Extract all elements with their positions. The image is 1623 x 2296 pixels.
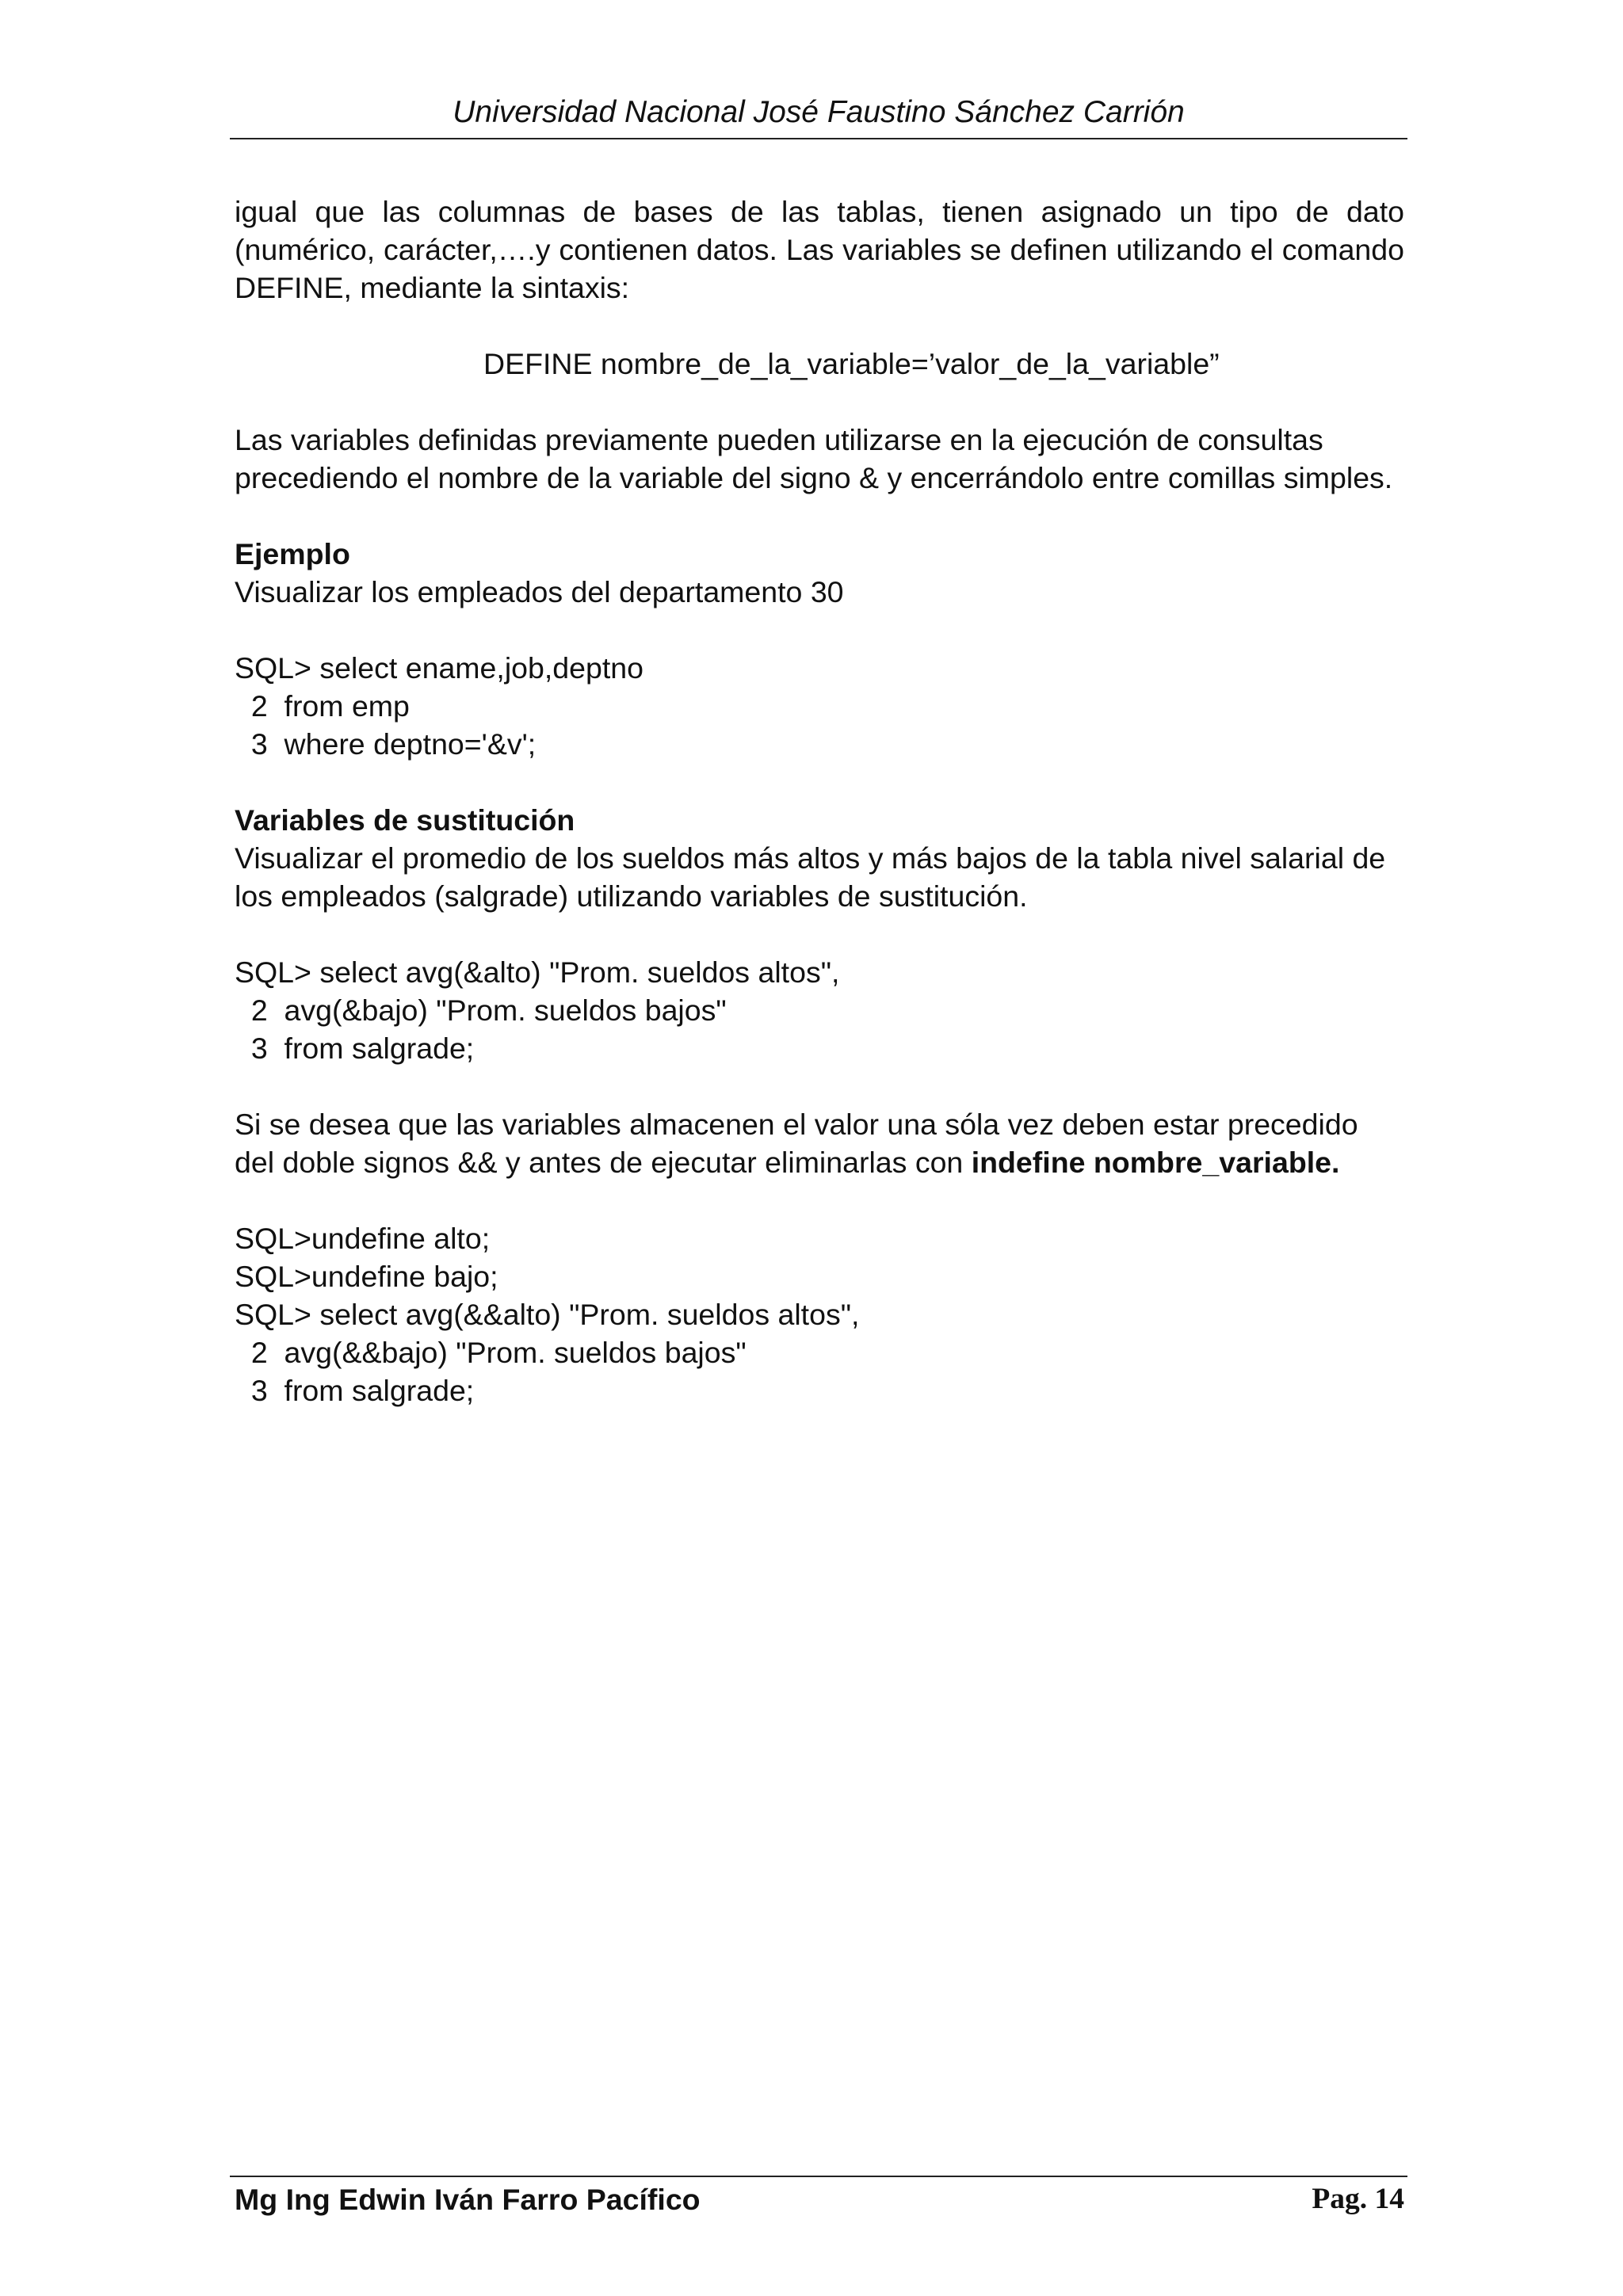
example-heading: Ejemplo bbox=[235, 537, 350, 570]
double-ampersand-text: Si se desea que las variables almacenen el valor una sóla vez deben estar precedido del doble signos && y antes de ejecutar eliminarlas con bbox=[235, 1108, 1358, 1179]
intro-paragraph: igual que las columnas de bases de las tablas, tienen asignado un tipo de dato (numérico, carácter,….y contienen datos. Las variables se definen utilizando el comando DEFINE, mediante la sintaxis: bbox=[235, 195, 1404, 304]
code-line: 3 from salgrade; bbox=[235, 1032, 475, 1065]
substitution-code-block bbox=[235, 953, 1404, 1067]
code-line: 3 from salgrade; bbox=[235, 1374, 475, 1407]
spacer bbox=[235, 497, 1404, 535]
code-line: SQL>undefine bajo; bbox=[235, 1260, 498, 1293]
page-header: Universidad Nacional José Faustino Sánchez Carrión bbox=[453, 95, 1185, 129]
code-line: 2 from emp bbox=[235, 689, 410, 723]
undefine-code-block bbox=[235, 1219, 1404, 1409]
spacer bbox=[235, 383, 1404, 421]
example-code-block bbox=[235, 649, 1404, 763]
header-divider bbox=[230, 138, 1407, 139]
substitution-description: Visualizar el promedio de los sueldos más altos y más bajos de la tabla nivel salarial de los empleados (salgrade) utilizando variables de sustitución. bbox=[235, 841, 1386, 913]
spacer bbox=[235, 915, 1404, 953]
spacer bbox=[235, 307, 1404, 345]
spacer bbox=[235, 611, 1404, 649]
spacer bbox=[235, 1181, 1404, 1219]
code-line: SQL> select ename,job,deptno bbox=[235, 651, 643, 685]
footer-author: Mg Ing Edwin Iván Farro Pacífico bbox=[235, 2183, 701, 2216]
undefine-keyword: indefine nombre_variable. bbox=[971, 1146, 1340, 1179]
code-line: 3 where deptno='&v'; bbox=[235, 727, 537, 761]
spacer bbox=[235, 1067, 1404, 1105]
code-line: 2 avg(&&bajo) "Prom. sueldos bajos" bbox=[235, 1336, 747, 1369]
code-line: SQL>undefine alto; bbox=[235, 1222, 491, 1255]
code-line: SQL> select avg(&&alto) "Prom. sueldos altos", bbox=[235, 1298, 860, 1331]
spacer bbox=[235, 763, 1404, 801]
double-ampersand-paragraph bbox=[235, 1105, 1404, 1181]
code-line: SQL> select avg(&alto) "Prom. sueldos altos", bbox=[235, 955, 840, 989]
page-number: Pag. 14 bbox=[1312, 2183, 1404, 2215]
page-content bbox=[235, 193, 1404, 1409]
example-description: Visualizar los empleados del departamento 30 bbox=[235, 575, 844, 608]
define-syntax: DEFINE nombre_de_la_variable=’valor_de_la_variable” bbox=[483, 347, 1220, 380]
footer-divider bbox=[230, 2176, 1407, 2177]
substitution-heading: Variables de sustitución bbox=[235, 803, 575, 837]
usage-paragraph: Las variables definidas previamente pueden utilizarse en la ejecución de consultas precediendo el nombre de la variable del signo & y encerrándolo entre comillas simples. bbox=[235, 423, 1393, 494]
code-line: 2 avg(&bajo) "Prom. sueldos bajos" bbox=[235, 994, 727, 1027]
